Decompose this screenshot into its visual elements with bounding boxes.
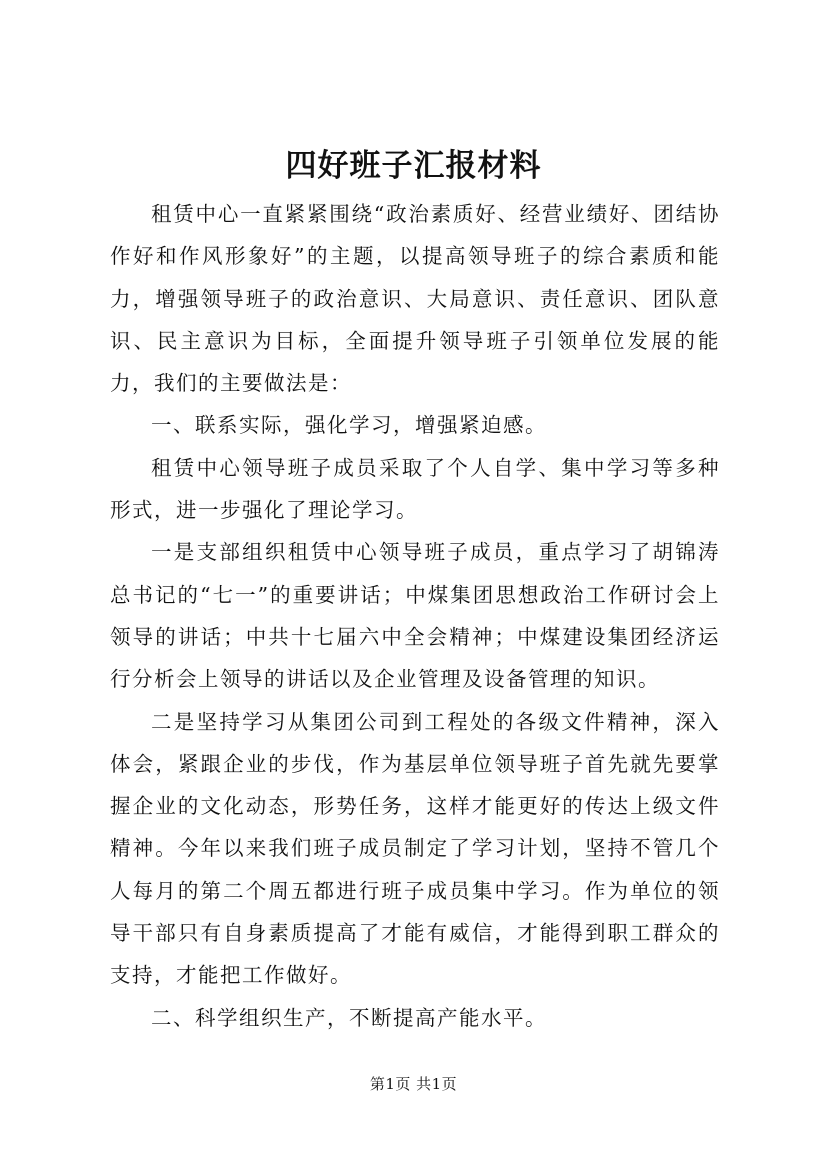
paragraph-point-1: 一是支部组织租赁中心领导班子成员，重点学习了胡锦涛总书记的“七一”的重要讲话；中煤集团思想政治工作研讨会上领导的讲话；中共十七届六中全会精神；中煤建设集团经济运行分析会上领导的讲话以及企业管理及设备管理的知识。 (110, 540, 720, 692)
paragraph-intro: 租赁中心一直紧紧围绕“政治素质好、经营业绩好、团结协作好和作风形象好”的主题，以提高领导班子的综合素质和能力，增强领导班子的政治意识、大局意识、责任意识、团队意识、民主意识为目标，全面提升领导班子引领单位发展的能力，我们的主要做法是： (110, 202, 720, 396)
paragraph-study-forms: 租赁中心领导班子成员采取了个人自学、集中学习等多种形式，进一步强化了理论学习。 (110, 455, 720, 523)
document-title: 四好班子汇报材料 (285, 148, 542, 184)
page-footer: 第1页 共1页 (369, 1075, 458, 1093)
document-body (110, 193, 720, 1039)
paragraph-point-2: 二是坚持学习从集团公司到工程处的各级文件精神，深入体会，紧跟企业的步伐，作为基层单位领导班子首先就先要掌握企业的文化动态，形势任务，这样才能更好的传达上级文件精神。今年以来我们班子成员制定了学习计划，坚持不管几个人每月的第二个周五都进行班子成员集中学习。作为单位的领导干部只有自身素质提高了才能有威信，才能得到职工群众的支持，才能把工作做好。 (110, 709, 720, 988)
paragraph-heading-2: 二、科学组织生产，不断提高产能水平。 (151, 1005, 547, 1030)
paragraph-heading-1: 一、联系实际，强化学习，增强紧迫感。 (151, 413, 547, 438)
